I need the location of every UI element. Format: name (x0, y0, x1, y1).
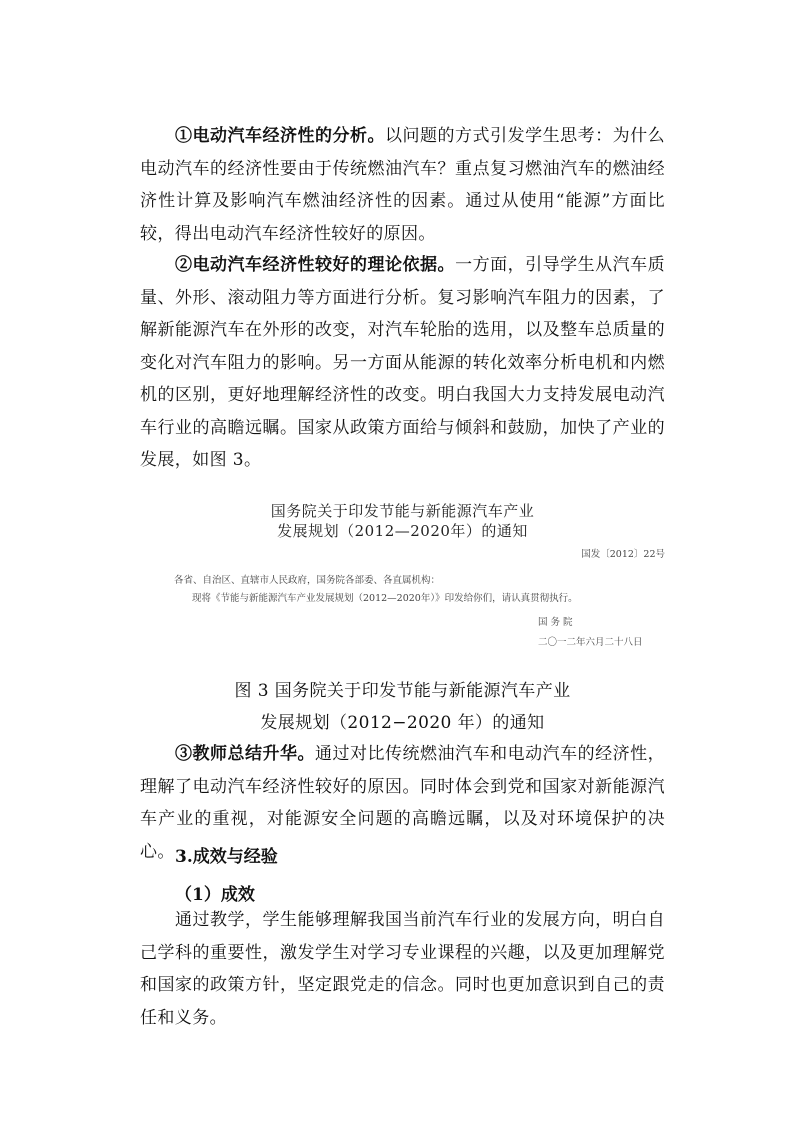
paragraph-lead: ②电动汽车经济性较好的理论依据。 (175, 255, 456, 275)
paragraph-theory-basis (140, 249, 665, 477)
paragraph-body: 一方面，引导学生从汽车质量、外形、滚动阻力等方面进行分析。复习影响汽车阻力的因素，了解新能源汽车在外形的改变，对汽车轮胎的选用，以及整车总质量的变化对汽车阻力的影响。另一方面从能源的转化效率分析电机和内燃机的区别，更好地理解经济性的改变。明白我国大力支持发展电动汽车行业的高瞻远瞩。国家从政策方面给与倾斜和鼓励，加快了产业的发展，如图 3。 (140, 255, 665, 470)
paragraph-results (140, 904, 665, 1034)
notice-signer: 国 务 院 (538, 617, 573, 628)
notice-body: 现将《节能与新能源汽车产业发展规划（2012—2020年）》印发给你们，请认真贯彻执行。 (192, 593, 578, 604)
paragraph-lead: ①电动汽车经济性的分析。 (175, 126, 386, 146)
paragraph-body: 以问题的方式引发学生思考：为什么电动汽车的经济性要由于传统燃油汽车？重点复习燃油汽车的燃油经济性计算及影响汽车燃油经济性的因素。通过从使用“能源”方面比较，得出电动汽车经济性较好的原因。 (140, 126, 665, 244)
figure-caption-line2: 发展规划（2012−2020 年）的通知 (260, 713, 545, 733)
paragraph-body: 通过对比传统燃油汽车和电动汽车的经济性，理解了电动汽车经济性较好的原因。同时体会到党和国家对新能源汽车产业的重视，对能源安全问题的高瞻远瞩，以及对环境保护的决心。 (140, 744, 665, 862)
notice-doc-number: 国发〔2012〕22号 (581, 549, 665, 560)
paragraph-lead: ③教师总结升华。 (175, 744, 316, 764)
section-heading: 3.成效与经验 (175, 847, 278, 867)
notice-addressee: 各省、自治区、直辖市人民政府，国务院各部委、各直属机构： (174, 575, 441, 586)
notice-date: 二〇一二年六月二十八日 (538, 637, 643, 648)
subsection-heading: （1）成效 (175, 885, 255, 905)
paragraph-economy-analysis (140, 120, 665, 250)
figure-caption-line1: 图 3 国务院关于印发节能与新能源汽车产业 (234, 681, 571, 701)
notice-title-line1: 国务院关于印发节能与新能源汽车产业 (270, 502, 535, 520)
notice-title-line2: 发展规划（2012—2020年）的通知 (277, 522, 528, 540)
figure-notice-image (140, 494, 665, 654)
paragraph-body: 通过教学，学生能够理解我国当前汽车行业的发展方向，明白自己学科的重要性，激发学生对学习专业课程的兴趣，以及更加理解党和国家的政策方针，坚定跟党走的信念。同时也更加意识到自己的责任和义务。 (140, 910, 665, 1028)
